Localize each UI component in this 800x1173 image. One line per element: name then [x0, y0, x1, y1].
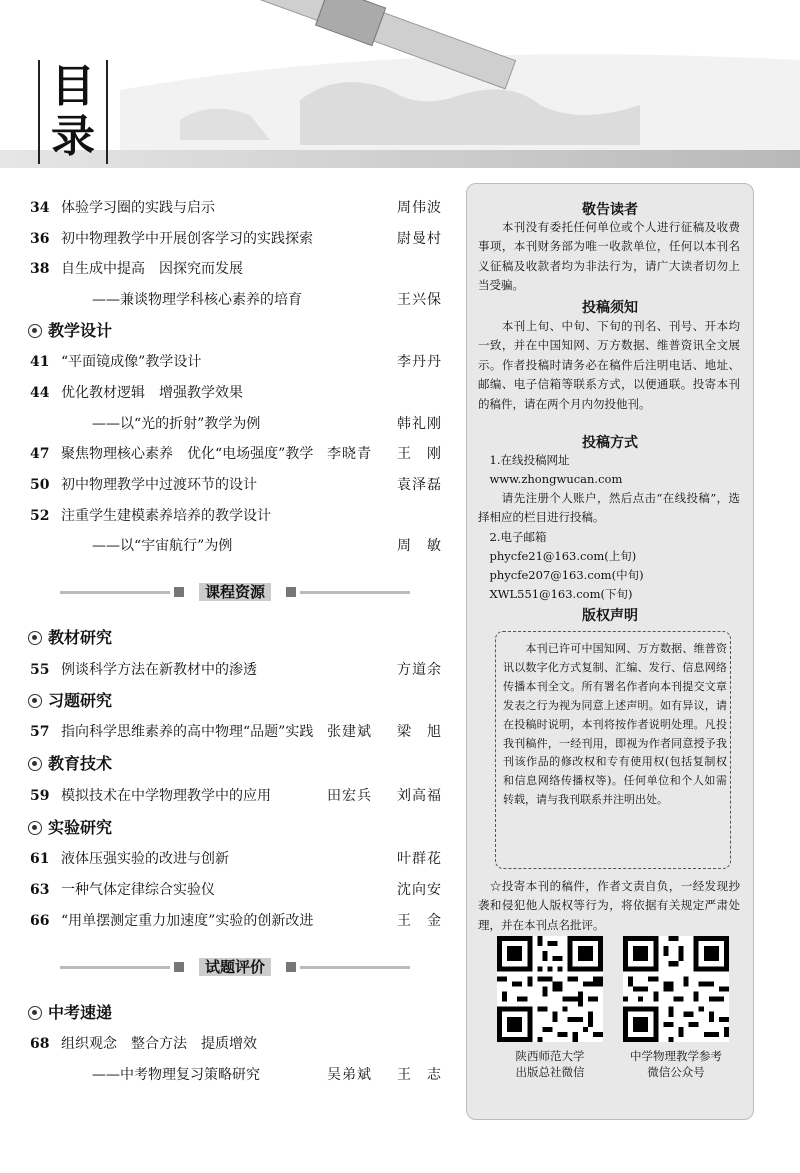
article-title: 组织观念 整合方法 提质增效 [61, 1036, 257, 1052]
author: 尉曼村 [397, 231, 442, 247]
bullet-circle-icon [28, 821, 42, 835]
bullet-circle-icon [28, 324, 42, 338]
section-heading [28, 815, 112, 841]
author: 方道余 [397, 662, 442, 678]
qr-caption-line: 中学物理教学参考 [630, 1049, 722, 1063]
article-title: “平面镜成像”教学设计 [61, 354, 202, 370]
submission-instructions: 请先注册个人账户，然后点击“在线投稿”，选择相应的栏目进行投稿。 [478, 491, 740, 525]
toc-entry[interactable] [30, 1032, 442, 1056]
toc-entry[interactable] [30, 504, 442, 528]
copyright-heading: 版权声明 [582, 608, 638, 624]
page-number: 59 [30, 788, 50, 804]
toc-entry[interactable] [30, 784, 442, 808]
page-number: 47 [30, 446, 50, 462]
article-title: 指向科学思维素养的高中物理“品题”实践 [61, 724, 314, 740]
co-author: 田宏兵 [327, 788, 372, 804]
author: 刘高福 [397, 788, 442, 804]
page-header [0, 0, 800, 180]
page-number: 38 [30, 261, 50, 277]
author: 王 志 [397, 1067, 442, 1083]
title-char-mu: 目 [51, 61, 95, 112]
article-title: 例谈科学方法在新教材中的渗透 [61, 662, 257, 678]
co-author: 吴弟斌 [327, 1067, 372, 1083]
submission-guidelines-heading: 投稿须知 [582, 300, 638, 316]
author: 梁 旭 [397, 724, 442, 740]
qr-caption-wechat [606, 1048, 746, 1080]
toc-entry[interactable] [30, 196, 442, 220]
article-subtitle: ——中考物理复习策略研究 [92, 1067, 260, 1083]
qr-caption-line: 微信公众号 [647, 1065, 705, 1079]
qr-caption-line: 陕西师范大学 [515, 1049, 585, 1063]
page-number: 63 [30, 882, 50, 898]
page-number: 52 [30, 508, 50, 524]
plagiarism-notice: ☆投寄本刊的稿件，作者文责自负，一经发现抄袭和侵犯他人版权等行为，将依据有关规定严肃处理，并在本刊点名批评。 [478, 879, 740, 932]
submission-guidelines-paragraph: 本刊上旬、中旬、下旬的刊名、刊号、开本均一致，并在中国知网、万方数据、维普资讯全文展示。作者投稿时请务必在稿件后注明电话、地址、邮编、电子信箱等联系方式，以便通联。投寄本刊的稿件，请在两个月内勿投他刊。 [478, 319, 740, 411]
page-number: 66 [30, 913, 50, 929]
bullet-circle-icon [28, 631, 42, 645]
toc-entry[interactable] [30, 227, 442, 251]
author: 袁泽磊 [397, 477, 442, 493]
section-heading [28, 318, 112, 344]
page-number: 44 [30, 385, 50, 401]
bullet-circle-icon [28, 1006, 42, 1020]
article-title: 注重学生建模素养培养的教学设计 [61, 508, 271, 524]
section-heading [28, 1000, 112, 1026]
article-title: 体验学习圈的实践与启示 [61, 200, 215, 216]
toc-entry-subtitle[interactable] [30, 412, 442, 436]
article-title: 一种气体定律综合实验仪 [61, 882, 215, 898]
article-title: 液体压强实验的改进与创新 [61, 851, 229, 867]
page-number: 57 [30, 724, 50, 740]
article-title: 自生成中提高 因探究而发展 [61, 261, 243, 277]
qr-code-wechat[interactable] [623, 936, 729, 1042]
section-label: 习题研究 [48, 691, 113, 710]
toc-entry-subtitle[interactable] [30, 1063, 442, 1087]
toc-entry[interactable] [30, 847, 442, 871]
article-title: 模拟技术在中学物理教学中的应用 [61, 788, 271, 804]
divider-label: 课程资源 [199, 583, 271, 601]
section-label: 教材研究 [48, 628, 113, 647]
toc-entry-subtitle[interactable] [30, 288, 442, 312]
article-title: “用单摆测定重力加速度”实验的创新改进 [61, 913, 314, 929]
toc-entry[interactable] [30, 720, 442, 744]
page-number: 55 [30, 662, 50, 678]
category-divider [60, 957, 410, 977]
qr-code-icon [623, 936, 729, 1042]
toc-entry[interactable] [30, 350, 442, 374]
article-title: 聚焦物理核心素养 优化“电场强度”教学 [61, 446, 314, 462]
page-number: 61 [30, 851, 50, 867]
article-title: 初中物理教学中过渡环节的设计 [61, 477, 257, 493]
article-subtitle: ——以“宇宙航行”为例 [92, 538, 233, 554]
toc-entry[interactable] [30, 658, 442, 682]
section-label: 实验研究 [48, 818, 113, 837]
article-title: 初中物理教学中开展创客学习的实践探索 [61, 231, 313, 247]
header-banner-graphic [0, 0, 800, 180]
email-label: 2.电子邮箱 [478, 530, 547, 544]
page-number: 68 [30, 1036, 50, 1052]
co-author: 李晓青 [327, 446, 372, 462]
qr-caption-publisher [480, 1048, 620, 1080]
author: 王 刚 [397, 446, 442, 462]
toc-entry[interactable] [30, 909, 442, 933]
author: 叶群花 [397, 851, 442, 867]
toc-entry[interactable] [30, 473, 442, 497]
page-number: 41 [30, 354, 50, 370]
author: 韩礼刚 [397, 416, 442, 432]
toc-entry[interactable] [30, 381, 442, 405]
section-heading [28, 625, 112, 651]
section-heading [28, 688, 112, 714]
email-first-issue[interactable]: phycfe21@163.com(上旬) [478, 549, 637, 563]
bullet-circle-icon [28, 694, 42, 708]
email-middle-issue[interactable]: phycfe207@163.com(中旬) [478, 568, 644, 582]
section-label: 教育技术 [48, 754, 113, 773]
article-subtitle: ——以“光的折射”教学为例 [92, 416, 261, 432]
qr-code-icon [497, 936, 603, 1042]
author: 周伟波 [397, 200, 442, 216]
author: 周 敏 [397, 538, 442, 554]
notice-paragraph: 本刊没有委托任何单位或个人进行征稿及收费事项，本刊财务部为唯一收款单位，任何以本刊名义征稿及收款者均为非法行为，请广大读者切勿上当受骗。 [478, 220, 740, 293]
page-number: 50 [30, 477, 50, 493]
submission-website-link[interactable]: www.zhongwucan.com [478, 472, 623, 486]
article-subtitle: ——兼谈物理学科核心素养的培育 [92, 292, 302, 308]
toc-entry[interactable] [30, 442, 442, 466]
email-last-issue[interactable]: XWL551@163.com(下旬) [478, 587, 633, 601]
section-label: 中考速递 [48, 1003, 113, 1022]
article-title: 优化教材逻辑 增强教学效果 [61, 385, 243, 401]
author: 沈向安 [397, 882, 442, 898]
online-submission-label: 1.在线投稿网址 [478, 453, 570, 467]
page-number: 34 [30, 200, 50, 216]
qr-caption-line: 出版总社微信 [515, 1065, 585, 1079]
co-author: 张建斌 [327, 724, 372, 740]
author: 王兴保 [397, 292, 442, 308]
toc-entry[interactable] [30, 257, 442, 281]
toc-title [38, 60, 108, 164]
toc-entry-subtitle[interactable] [30, 534, 442, 558]
page-number: 36 [30, 231, 50, 247]
toc-entry[interactable] [30, 878, 442, 902]
author: 王 金 [397, 913, 442, 929]
qr-code-publisher[interactable] [497, 936, 603, 1042]
copyright-paragraph: 本刊已许可中国知网、万方数据、维普资讯以数字化方式复制、汇编、发行、信息网络传播本刊全文。所有署名作者向本刊提交文章发表之行为视为同意上述声明。如有异议，请在投稿时说明，本刊将按作者说明处理。凡投我刊稿件，一经刊用，即视为作者同意授予我刊该作品的修改权和专有使用权(包括复制权和信息网络传播权等)。任何单位和个人如需转载，请与我刊联系并注明出处。 [503, 642, 727, 807]
bullet-circle-icon [28, 757, 42, 771]
notice-heading: 敬告读者 [582, 202, 638, 218]
author: 李丹丹 [397, 354, 442, 370]
divider-label: 试题评价 [199, 958, 271, 976]
section-label: 教学设计 [48, 321, 113, 340]
title-char-lu: 录 [51, 111, 95, 162]
section-heading [28, 751, 112, 777]
category-divider [60, 582, 410, 602]
submission-methods-heading: 投稿方式 [582, 435, 638, 451]
